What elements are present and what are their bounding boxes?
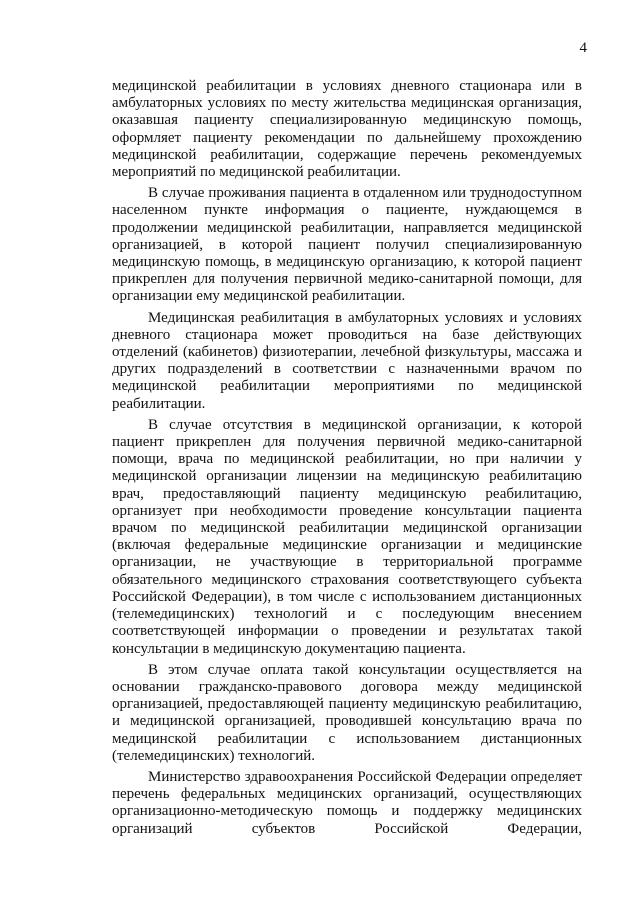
paragraph: Министерство здравоохранения Российской Федерации определяет перечень федеральных медицинских организаций, осуществляющих организационно-методическую помощь и поддержку медицинских организаций субъектов Российской Федерации, bbox=[112, 768, 582, 837]
paragraph: Медицинская реабилитация в амбулаторных условиях и условиях дневного стационара может проводиться на базе действующих отделений (кабинетов) физиотерапии, лечебной физкультуры, массажа и других подразделений в соответствии с назначенными врачом по медицинской реабилитации мероприятиями по медицинской реабилитации. bbox=[112, 309, 582, 412]
paragraph: медицинской реабилитации в условиях дневного стационара или в амбулаторных условиях по месту жительства медицинская организация, оказавшая пациенту специализированную медицинскую помощь, оформляет пациенту рекомендации по дальнейшему прохождению медицинской реабилитации, содержащие перечень рекомендуемых мероприятий по медицинской реабилитации. bbox=[112, 78, 582, 181]
paragraph: В этом случае оплата такой консультации осуществляется на основании гражданско-правового договора между медицинской организацией, предоставляющей пациенту медицинскую реабилитацию, и медицинской организацией, проводившей консультацию врача по медицинской реабилитации с использованием дистанционных (телемедицинских) технологий. bbox=[112, 661, 582, 764]
document-body bbox=[112, 78, 582, 842]
paragraph: В случае проживания пациента в отдаленном или труднодоступном населенном пункте информация о пациенте, нуждающемся в продолжении медицинской реабилитации, направляется медицинской организацией, в которой пациент получил специализированную медицинскую помощь, в медицинскую организацию, к которой пациент прикреплен для получения первичной медико-санитарной помощи, для организации ему медицинской реабилитации. bbox=[112, 185, 582, 305]
paragraph: В случае отсутствия в медицинской организации, к которой пациент прикреплен для получения первичной медико-санитарной помощи, врача по медицинской реабилитации, но при наличии у медицинской организации лицензии на медицинскую реабилитацию врач, предоставляющий пациенту медицинскую реабилитацию, организует при необходимости проведение консультации пациента врачом по медицинской реабилитации медицинской организации (включая федеральные медицинские организации и медицинские организации, не участвующие в территориальной программе обязательного медицинского страхования соответствующего субъекта Российской Федерации), в том числе с использованием дистанционных (телемедицинских) технологий и с последующим внесением соответствующей информации о проведении и результатах такой консультации в медицинскую документацию пациента. bbox=[112, 416, 582, 657]
page-number: 4 bbox=[579, 40, 587, 56]
